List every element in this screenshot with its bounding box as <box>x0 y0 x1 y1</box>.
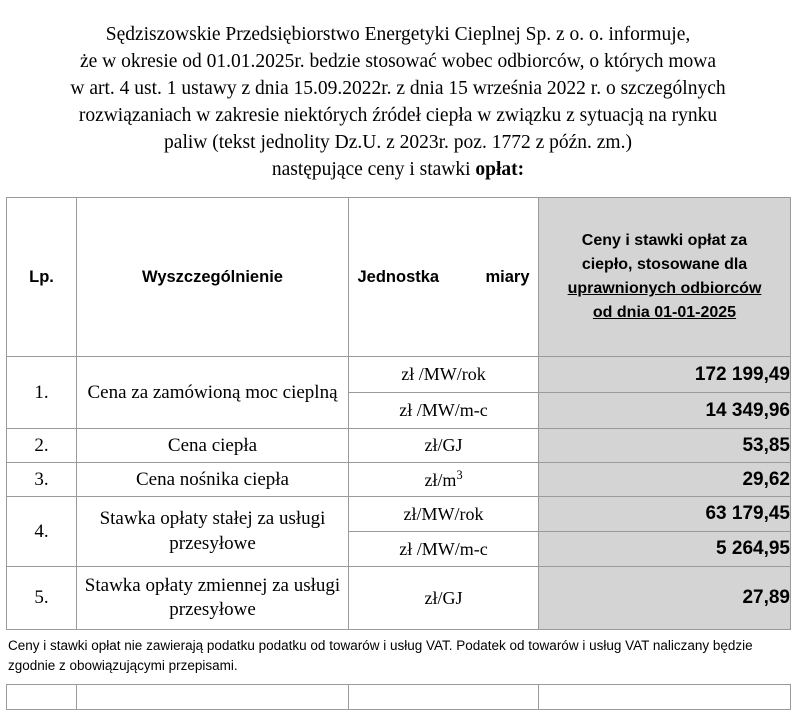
footnote <box>0 630 796 675</box>
stub-cell-unit <box>349 684 539 709</box>
intro-line-6-bold: opłat: <box>475 158 525 180</box>
intro-line-6-plain: następujące ceny i stawki <box>271 158 476 180</box>
intro-line-6 <box>16 157 780 184</box>
row-4-lp: 4. <box>7 497 77 567</box>
row-4-description: Stawka opłaty stałej za usługi przesyłowe <box>77 497 349 567</box>
header-description: Wyszczególnienie <box>77 198 349 357</box>
intro-line-2: że w okresie od 01.01.2025r. bedzie stosować wobec odbiorców, o których mowa <box>79 50 717 72</box>
table-row <box>7 567 791 630</box>
stub-row <box>7 684 791 709</box>
footnote-line-2: zgodnie z obowiązującymi przepisami. <box>8 658 238 673</box>
header-row <box>7 198 791 357</box>
row-3-value-1: 29,62 <box>539 463 791 497</box>
table-body <box>7 357 791 630</box>
row-1-unit-2: zł /MW/m-c <box>349 393 539 429</box>
row-5-value-1: 27,89 <box>539 567 791 630</box>
table-head <box>7 198 791 357</box>
header-values-line-2: ciepło, stosowane dla <box>581 256 748 274</box>
cubic-meter-exponent: 3 <box>456 468 463 483</box>
table-row <box>7 463 791 497</box>
rates-table-wrapper <box>0 197 796 630</box>
row-3-description: Cena nośnika ciepła <box>77 463 349 497</box>
header-unit <box>349 198 539 357</box>
header-unit-label: Jednostka miary <box>357 267 530 286</box>
row-4-unit-2: zł /MW/m-c <box>349 532 539 567</box>
row-1-unit-1: zł /MW/rok <box>349 357 539 393</box>
intro-paragraph <box>0 0 796 189</box>
row-1-value-1: 172 199,49 <box>539 357 791 393</box>
intro-line-4: rozwiązaniach w zakresie niektórych źródeł ciepła w związku z sytuacją na rynku <box>78 104 718 126</box>
row-3-lp: 3. <box>7 463 77 497</box>
row-5-unit-1: zł/GJ <box>349 567 539 630</box>
intro-line-1: Sędziszowskie Przedsiębiorstwo Energetyki Cieplnej Sp. z o. o. informuje, <box>105 24 691 45</box>
rates-table <box>6 197 791 630</box>
table-row <box>7 357 791 393</box>
row-4-unit-1: zł/MW/rok <box>349 497 539 532</box>
row-1-value-2: 14 349,96 <box>539 393 791 429</box>
header-values-line-1: Ceny i stawki opłat za <box>581 232 748 250</box>
header-values <box>539 198 791 357</box>
row-1-description: Cena za zamówioną moc cieplną <box>77 357 349 429</box>
header-values-line-4: od dnia 01-01-2025 <box>592 304 737 322</box>
intro-line-5: paliw (tekst jednolity Dz.U. z 2023r. poz. 1772 z późn. zm.) <box>164 131 632 153</box>
stub-cell-lp <box>7 684 77 709</box>
stub-cell-description <box>77 684 349 709</box>
row-2-unit-1: zł/GJ <box>349 429 539 463</box>
footnote-line-1: Ceny i stawki opłat nie zawierają podatku podatku od towarów i usług VAT. Podatek od towarów i usług VAT naliczany będzie <box>8 638 753 654</box>
row-4-value-1: 63 179,45 <box>539 497 791 532</box>
row-5-lp: 5. <box>7 567 77 630</box>
row-5-description: Stawka opłaty zmiennej za usługi przesyłowe <box>77 567 349 630</box>
header-values-line-3: uprawnionych odbiorców <box>567 280 762 298</box>
row-3-unit-1: $zł/m^3$ <box>349 463 539 497</box>
table-row <box>7 497 791 532</box>
bottom-stub-row <box>6 684 791 710</box>
header-lp: Lp. <box>7 198 77 357</box>
row-2-value-1: 53,85 <box>539 429 791 463</box>
intro-line-3: w art. 4 ust. 1 ustawy z dnia 15.09.2022r. z dnia 15 września 2022 r. o szczególnych <box>70 77 726 99</box>
row-4-value-2: 5 264,95 <box>539 532 791 567</box>
row-2-lp: 2. <box>7 429 77 463</box>
row-2-description: Cena ciepła <box>77 429 349 463</box>
stub-cell-value <box>539 684 791 709</box>
row-1-lp: 1. <box>7 357 77 429</box>
table-row <box>7 429 791 463</box>
